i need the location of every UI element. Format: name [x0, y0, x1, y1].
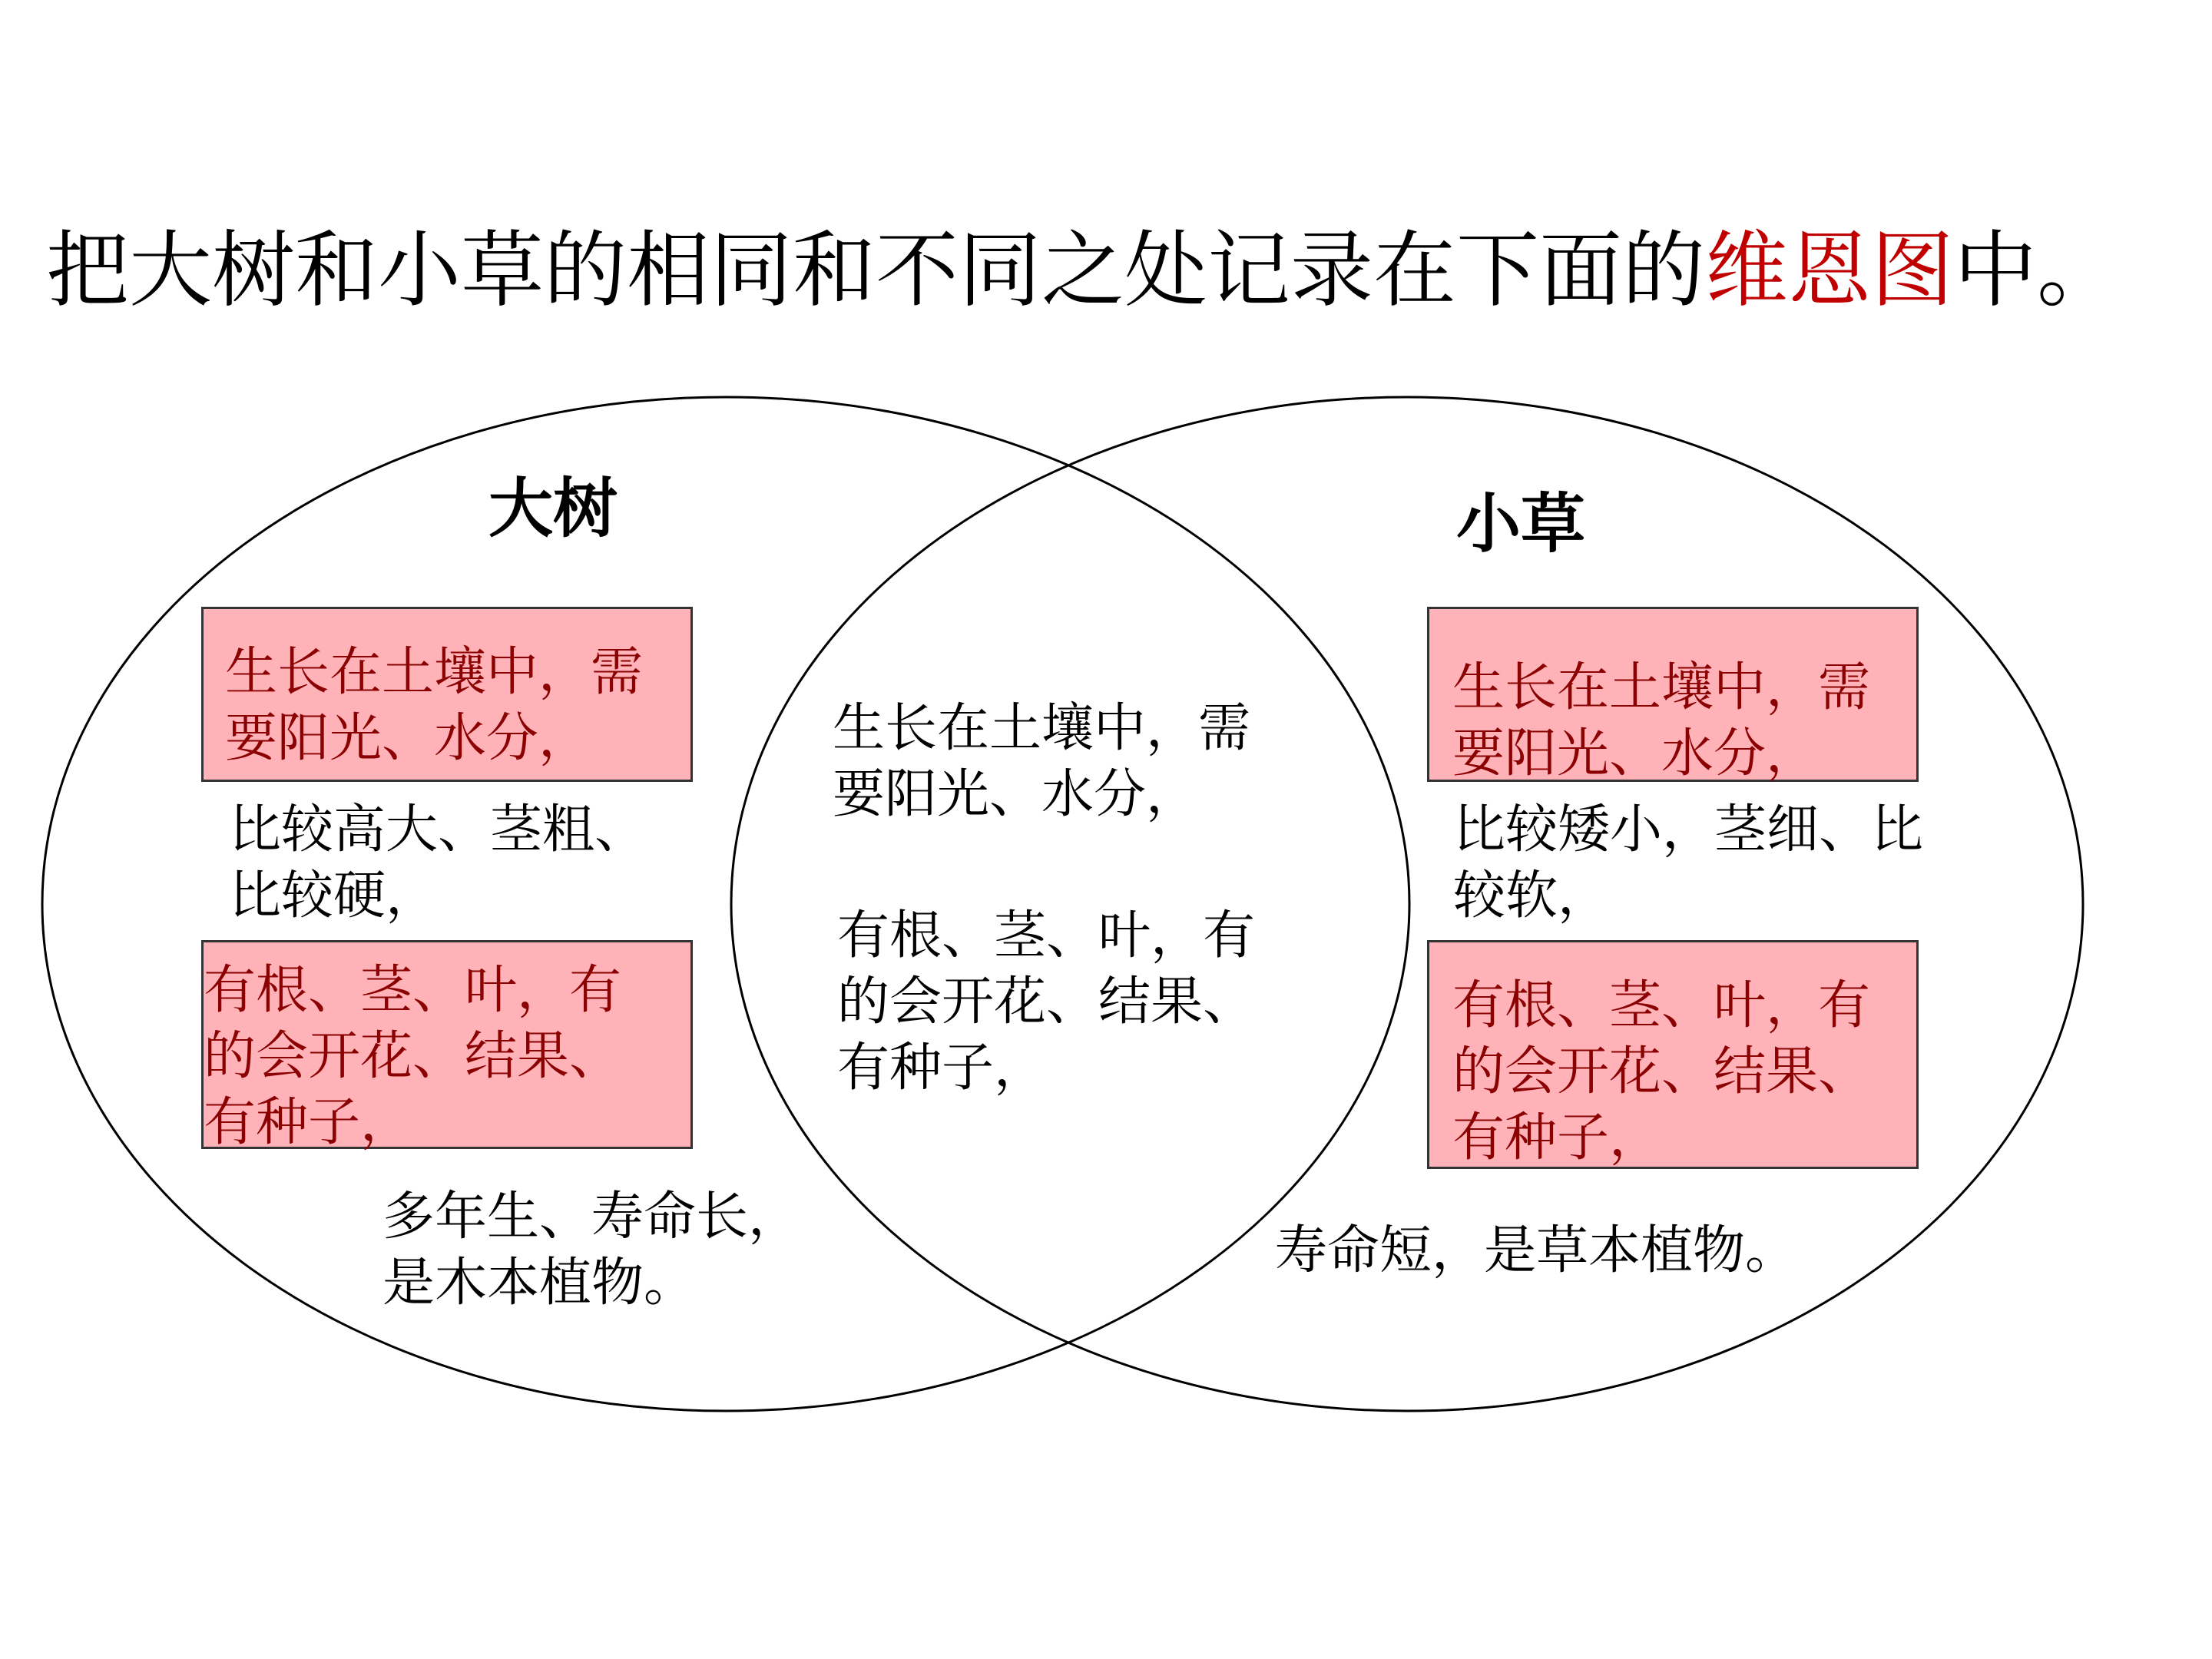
left-note-lifespan: 多年生、寿命长， 是木本植物。	[382, 1187, 801, 1313]
left-set-label: 大树	[488, 471, 618, 546]
left-box-organs-text: 有根、茎、叶，有 的会开花、结果、 有种子，	[204, 960, 622, 1153]
right-box-growth	[1427, 607, 1919, 782]
title-suffix: 中。	[1954, 223, 2121, 319]
right-box-organs	[1427, 940, 1919, 1169]
left-box-growth	[201, 607, 693, 782]
right-box-organs-text: 有根、茎、叶，有 的会开花、结果、 有种子，	[1452, 975, 1871, 1168]
page-title	[46, 217, 2197, 325]
title-highlight: 维恩图	[1705, 223, 1955, 319]
left-note-features: 比较高大、茎粗、 比较硬，	[229, 800, 647, 926]
right-note-features: 比较矮小，茎细、比 较软，	[1453, 800, 1924, 926]
middle-note-growth: 生长在土壤中，需 要阳光、水分，	[833, 698, 1251, 825]
left-box-organs	[201, 940, 693, 1153]
right-box-growth-text: 生长在土壤中，需 要阳光、水分，	[1452, 657, 1871, 784]
title-prefix: 把大树和小草的相同和不同之处记录在下面的	[46, 223, 1706, 319]
middle-note-organs: 有根、茎、叶，有 的会开花、结果、 有种子，	[837, 906, 1256, 1098]
left-box-growth-text: 生长在土壤中，需 要阳光、水分，	[225, 642, 644, 769]
right-set-label: 小草	[1456, 486, 1586, 561]
right-note-lifespan: 寿命短，是草本植物。	[1275, 1220, 1798, 1281]
